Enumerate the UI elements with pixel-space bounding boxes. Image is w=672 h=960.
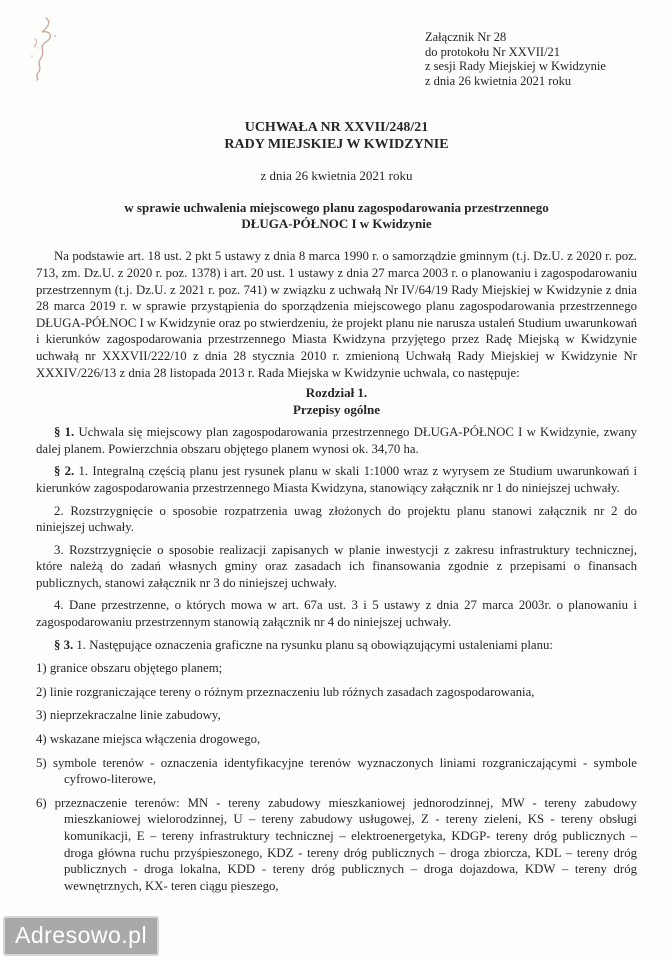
- section-lead: § 1.: [54, 425, 75, 440]
- session-line: z sesji Rady Miejskiej w Kwidzynie: [425, 59, 606, 74]
- resolution-subject-line2: DŁUGA-PÓŁNOC I w Kwidzynie: [241, 215, 432, 231]
- section-lead: § 2.: [54, 464, 75, 479]
- list-marker: 4): [36, 732, 47, 747]
- attachment-number-line: Załącznik Nr 28: [425, 30, 507, 44]
- list-item-text: linie rozgraniczające tereny o różnym przeznaczeniu lub różnych zasadach zagospodarowania,: [49, 684, 535, 699]
- list-marker: 1): [36, 661, 47, 676]
- watermark-label: Adresowo.pl: [15, 922, 148, 948]
- list-item-text: symbole terenów - oznaczenia identyfikacyjne terenów wyznaczonych liniami rozgraniczającymi - symbole cyfrowo-literowe,: [52, 755, 637, 787]
- resolution-date: z dnia 26 kwietnia 2021 roku: [260, 168, 413, 184]
- adresowo-watermark: [3, 916, 159, 956]
- section-text: Rozstrzygnięcie o sposobie realizacji zapisanych w planie inwestycji z zakresu infrastruktury technicznej, które należą do zadań własnych gminy oraz zasadach ich finansowania zgodnie z przepisami o finansach publicznych, stanowi załącznik nr 3 do niniejszej uchwały.: [36, 542, 637, 590]
- list-marker: 5): [36, 755, 47, 770]
- section-number: 1.: [76, 637, 87, 652]
- section-paragraph-2-4: [36, 597, 637, 630]
- list-item-text: wskazane miejsca włączenia drogowego,: [49, 732, 261, 747]
- section-text: Dane przestrzenne, o których mowa w art. 67a ust. 3 i 5 ustawy z dnia 27 marca 2003r. o planowaniu i zagospodarowaniu przestrzennym stanowią załącznik nr 4 do niniejszej uchwały.: [36, 598, 637, 630]
- section-lead: § 3.: [54, 637, 74, 652]
- session-date-line: z dnia 26 kwietnia 2021 roku: [425, 73, 572, 88]
- council-name: RADY MIEJSKIEJ W KWIDZYNIE: [224, 137, 449, 153]
- attachment-note: [425, 30, 637, 88]
- section-paragraph-2-2: [36, 503, 637, 536]
- list-item-text: granice obszaru objętego planem;: [49, 661, 223, 676]
- list-item-6: [36, 795, 637, 895]
- list-item-1: [36, 660, 637, 677]
- chapter-heading: Rozdział 1.: [305, 385, 368, 401]
- section-paragraph-2-3: [36, 542, 637, 592]
- list-item-2: [36, 684, 637, 701]
- section-paragraph-1: [36, 424, 637, 457]
- list-item-text: przeznaczenie terenów: MN - tereny zabudowy mieszkaniowej jednorodzinnej, MW - tereny zabudowy mieszkaniowej wielorodzinnej, U – tereny zabudowy usługowej, Z - tereny zieleni, KS - tereny obsługi komunikacji, E – tereny infrastruktury technicznej – elektroenergetyka, KDGP- tereny dróg publicznych – droga główna ruchu przyśpieszonego, KDZ - tereny dróg publicznych – droga zbiorcza, KDL – tereny dróg publicznych - droga lokalna, KDD - tereny dróg publicznych – droga dojazdowa, KDW – tereny dróg wewnętrznych, KX- teren ciągu pieszego,: [54, 795, 637, 893]
- section-number: 1.: [78, 464, 89, 479]
- resolution-number: UCHWAŁA NR XXVII/248/21: [244, 120, 429, 136]
- resolution-subject-line1: w sprawie uchwalenia miejscowego planu zagospodarowania przestrzennego: [124, 200, 549, 216]
- resolution-subject: [36, 200, 637, 231]
- list-item-4: [36, 731, 637, 748]
- section-text: Rozstrzygnięcie o sposobie rozpatrzenia uwag złożonych do projektu planu stanowi załącznik nr 2 do niniejszej uchwały.: [36, 503, 638, 535]
- section-text: Następujące oznaczenia graficzne na rysunku planu są obowiązującymi ustaleniami planu:: [89, 637, 553, 652]
- section-number: 4.: [54, 598, 64, 613]
- list-marker: 6): [36, 795, 47, 810]
- chapter-subheading: Przepisy ogólne: [292, 401, 380, 417]
- protocol-number-line: do protokołu Nr XXVII/21: [425, 44, 561, 59]
- list-marker: 3): [36, 708, 47, 723]
- plan-markings-list: [36, 660, 637, 894]
- list-marker: 2): [36, 684, 47, 699]
- list-item-text: nieprzekraczalne linie zabudowy,: [49, 708, 221, 723]
- legal-basis-paragraph: Na podstawie art. 18 ust. 2 pkt 5 ustawy z dnia 8 marca 1990 r. o samorządzie gminnym (t.j. Dz.U. z 2020 r. poz. 713, zm. Dz.U. z 2020 r. poz. 1378) i art. 20 ust. 1 ustawy z dnia 27 marca 2003 r. o planowaniu i zagospodarowaniu przestrzennym (t.j. Dz.U. z 2021 r. poz. 741) w związku z uchwałą Nr IV/64/19 Rady Miejskiej w Kwidzynie z dnia 28 marca 2019 r. w sprawie przystąpienia do sporządzenia miejscowego planu zagospodarowania przestrzennego DŁUGA-PÓŁNOC I w Kwidzynie oraz po stwierdzeniu, że projekt planu nie narusza ustaleń Studium uwarunkowań i kierunków zagospodarowania przestrzennego Miasta Kwidzyna przyjętego przez Radę Miejską w Kwidzynie uchwałą nr XXXVII/222/10 z dnia 28 stycznia 2010 r. zmienioną Uchwałą Rady Miejskiej w Kwidzynie Nr XXXIV/226/13 z dnia 28 listopada 2013 r. Rada Miejska w Kwidzynie uchwala, co następuje:: [36, 249, 637, 380]
- pen-scribble-mark: [22, 12, 66, 84]
- section-paragraph-2-1: [36, 463, 637, 496]
- section-text: Integralną częścią planu jest rysunek planu w skali 1:1000 wraz z wyrysem ze Studium uwarunkowań i kierunków zagospodarowania przestrzennego Miasta Kwidzyna, stanowiący załącznik nr 1 do niniejszej uchwały.: [36, 464, 638, 495]
- list-item-5: [36, 755, 637, 788]
- section-text: Uchwala się miejscowy plan zagospodarowania przestrzennego DŁUGA-PÓŁNOC I w Kwidzynie, zwany dalej planem. Powierzchnia obszaru objętego planem wynosi ok. 34,70 ha.: [36, 425, 637, 456]
- list-item-3: [36, 707, 637, 724]
- section-paragraph-3-1: [36, 637, 637, 654]
- title-block: [36, 119, 637, 231]
- section-number: 2.: [54, 503, 64, 518]
- section-number: 3.: [54, 542, 64, 557]
- chapter-block: [36, 385, 637, 418]
